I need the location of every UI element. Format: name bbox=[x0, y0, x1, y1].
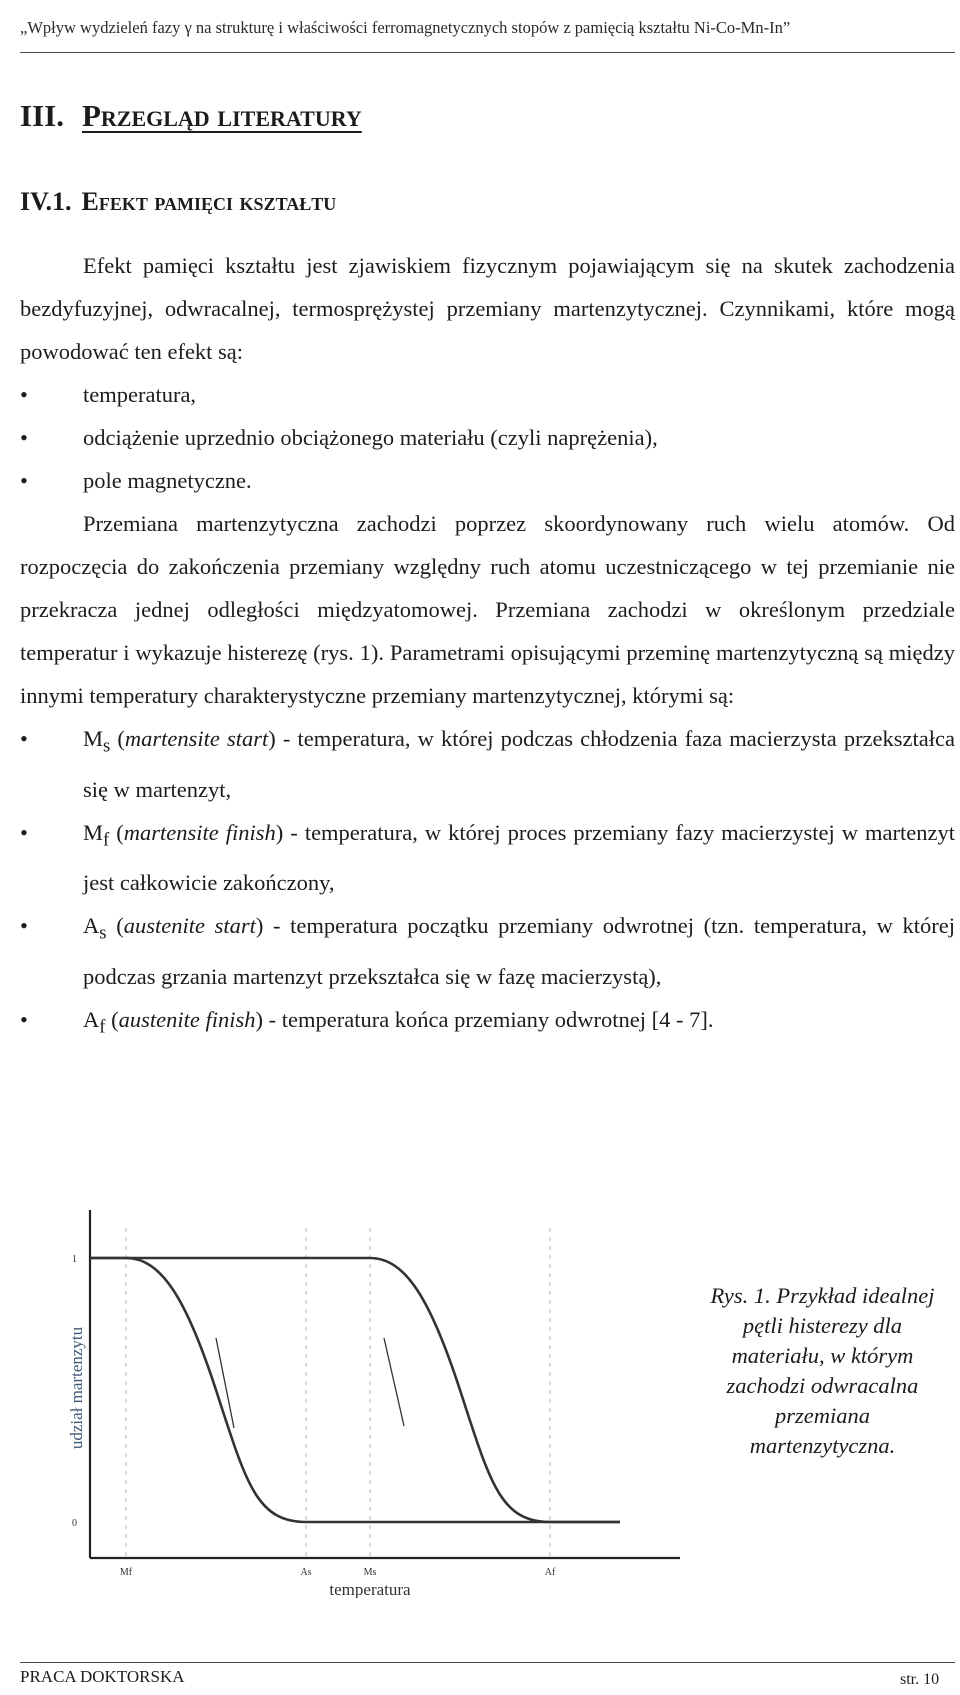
list-item: • $A_s$ (austenite start) - temperatura początku przemiany odwrotnej (tzn. temperatura, w której podczas grzania martenzyt przekształca się w fazę macierzystą), bbox=[20, 913, 955, 989]
list-item: • $M_s$ (martensite start) - temperatura, w której podczas chłodzenia faza macierzysta przekształca się w martenzyt, bbox=[20, 726, 955, 802]
footer-rule bbox=[20, 1662, 955, 1663]
list-item: • temperatura, bbox=[20, 382, 197, 407]
figure-caption: Rys. 1. Przykład idealnej pętli histerezy dla materiału, w którym zachodzi odwracalna przemiana martenzytyczna. bbox=[710, 1283, 935, 1458]
cooling-curve bbox=[90, 1258, 620, 1522]
x-tick-label: Ms bbox=[363, 1567, 377, 1578]
section-heading bbox=[20, 187, 336, 217]
section-title: Efekt pamięci kształtu bbox=[81, 187, 337, 216]
body-text bbox=[20, 244, 955, 1048]
hysteresis-chart bbox=[60, 1188, 690, 1598]
list-item: • odciążenie uprzednio obciążonego materiału (czyli naprężenia), bbox=[20, 425, 658, 450]
list-item: • pole magnetyczne. bbox=[20, 468, 252, 493]
paragraph-1: Efekt pamięci kształtu jest zjawiskiem fizycznym pojawiającym się na skutek zachodzenia bezdyfuzyjnej, odwracalnej, termosprężystej przemiany martenzytycznej. Czynnikami, które mogą powodować ten efekt są: bbox=[20, 253, 955, 364]
heating-curve bbox=[90, 1258, 620, 1522]
y-tick-label: 0 bbox=[72, 1518, 77, 1529]
header-rule bbox=[20, 52, 955, 53]
y-axis-label: udział martenzytu bbox=[67, 1326, 86, 1450]
x-tick-label: Af bbox=[544, 1567, 556, 1578]
section-number: IV.1. bbox=[20, 187, 72, 216]
x-axis-label: temperatura bbox=[329, 1580, 411, 1598]
x-tick-label: Mf bbox=[119, 1567, 133, 1578]
paragraph-2: Przemiana martenzytyczna zachodzi poprzez skoordynowany ruch wielu atomów. Od rozpoczęcia do zakończenia przemiany względny ruch atomu uczestniczącego w tej przemianie nie przekracza jednej odległości międzyatomowej. Przemiana zachodzi w określonym przedziale temperatur i wykazuje histerezę (rys. 1). Parametrami opisującymi przeminę martenzytyczną są między innymi temperatury charakterystyczne przemiany martenzytycznej, którymi są: bbox=[20, 511, 955, 708]
page-number: str. 10 bbox=[900, 1671, 940, 1688]
chapter-number: III. bbox=[20, 98, 64, 133]
down-arrow bbox=[384, 1338, 404, 1426]
list-item: • $M_f$ (martensite finish) - temperatura, w której proces przemiany fazy macierzystej w martenzyt jest całkowicie zakończony, bbox=[20, 819, 955, 895]
chapter-title: Przegląd literatury bbox=[81, 98, 362, 133]
footer-title: PRACA DOKTORSKA bbox=[20, 1667, 185, 1686]
x-tick-label: As bbox=[300, 1567, 312, 1578]
running-header: „Wpływ wydzieleń fazy γ na strukturę i właściwości ferromagnetycznych stopów z pamięcią kształtu Ni-Co-Mn-In” bbox=[20, 18, 791, 37]
chapter-heading bbox=[20, 98, 362, 134]
y-tick-label: 1 bbox=[72, 1254, 77, 1265]
list-item: • $A_f$ (austenite finish) - temperatura końca przemiany odwrotnej [4 - 7]. bbox=[20, 1006, 714, 1037]
